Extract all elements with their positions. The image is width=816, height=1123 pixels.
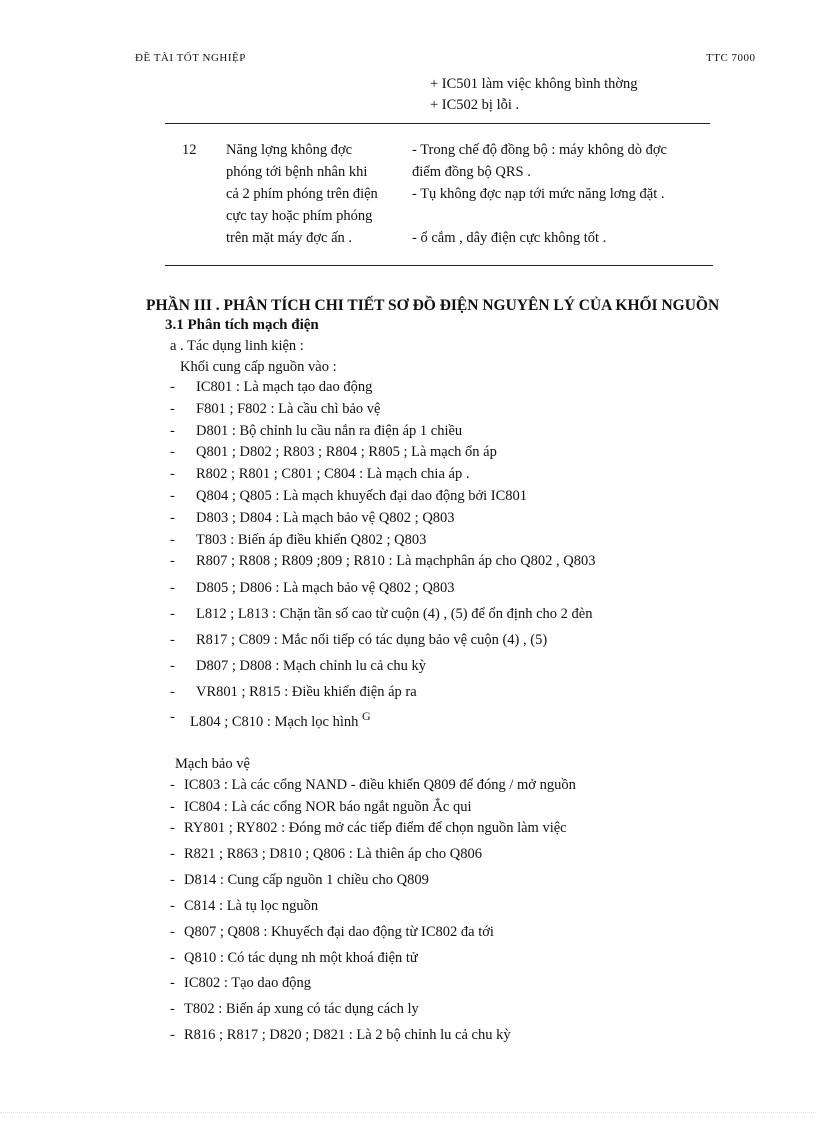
list-item: - D801 : Bộ chỉnh lu cầu nắn ra điện áp 1 chiều	[170, 423, 463, 439]
row-number: 12	[182, 142, 197, 158]
list-item: - IC802 : Tạo dao động	[170, 975, 311, 991]
symptom-line: Năng lợng không đợc	[226, 142, 353, 158]
dash: -	[170, 379, 175, 395]
dash: -	[170, 777, 175, 793]
header-left: ĐỀ TÀI TỐT NGHIỆP	[135, 52, 246, 64]
prev-cause-2: + IC502 bị lỗi .	[430, 97, 520, 113]
cause-line: điểm đồng bộ QRS .	[412, 164, 531, 180]
page-footer-line	[0, 1112, 816, 1113]
list-item: - IC801 : Là mạch tạo dao động	[170, 379, 373, 395]
dash: -	[170, 924, 175, 940]
dash: -	[170, 401, 175, 417]
protect-title: Mạch bảo vệ	[175, 756, 250, 772]
dash: -	[170, 553, 175, 569]
dash: -	[170, 658, 175, 674]
dash: -	[170, 466, 175, 482]
list-item: - L812 ; L813 : Chặn tần số cao từ cuộn (4) , (5) để ổn định cho 2 đèn	[170, 606, 593, 622]
dash: -	[170, 898, 175, 914]
dash: -	[170, 950, 175, 966]
dash: -	[170, 799, 175, 815]
list-item: - RY801 ; RY802 : Đóng mở các tiếp điểm để chọn nguồn làm việc	[170, 820, 567, 836]
input-block-title: Khối cung cấp nguồn vào :	[180, 359, 337, 375]
list-item: - R807 ; R808 ; R809 ;809 ; R810 : Là mạchphân áp cho Q802 , Q803	[170, 553, 596, 569]
symptom-line: trên mặt máy đợc ấn .	[226, 230, 353, 246]
sub-heading-a: a . Tác dụng linh kiện :	[170, 338, 304, 354]
list-item: - L804 ; C810 : Mạch lọc hình $^G$	[170, 709, 371, 730]
list-item: - Q810 : Có tác dụng nh một khoá điện tử	[170, 950, 418, 966]
cause-line: - Tụ không đợc nạp tới mức năng lơng đặt .	[412, 186, 665, 202]
list-item: - IC804 : Là các cổng NOR báo ngắt nguồn Ắc qui	[170, 799, 472, 815]
dash: -	[170, 532, 175, 548]
list-item: - C814 : Là tụ lọc nguồn	[170, 898, 319, 914]
table-rule-bottom	[165, 265, 713, 266]
dash: -	[170, 1027, 175, 1043]
cause-line: - ổ cắm , dây điện cực không tốt .	[412, 230, 607, 246]
list-item: - D805 ; D806 : Là mạch bảo vệ Q802 ; Q803	[170, 580, 455, 596]
list-item: - IC803 : Là các cổng NAND - điều khiển Q809 để đóng / mở nguồn	[170, 777, 576, 793]
list-item: - VR801 ; R815 : Điều khiển điện áp ra	[170, 684, 417, 700]
dash: -	[170, 423, 175, 439]
dash: -	[170, 872, 175, 888]
symptom-line: cực tay hoặc phím phóng	[226, 208, 373, 224]
dash: -	[170, 820, 175, 836]
dash: -	[170, 709, 175, 725]
prev-cause-1: + IC501 làm việc không bình thờng	[430, 76, 638, 92]
header-right: TTC 7000	[706, 52, 756, 64]
list-item: - F801 ; F802 : Là cầu chì bảo vệ	[170, 401, 381, 417]
dash: -	[170, 684, 175, 700]
list-item: - D803 ; D804 : Là mạch bảo vệ Q802 ; Q803	[170, 510, 455, 526]
list-item: - T803 : Biến áp điều khiển Q802 ; Q803	[170, 532, 427, 548]
dash: -	[170, 632, 175, 648]
part-title: PHẦN III . PHÂN TÍCH CHI TIẾT SƠ ĐỒ ĐIỆN NGUYÊN LÝ CỦA KHỐI NGUỒN	[146, 297, 720, 314]
symptom-line: cả 2 phím phóng trên điện	[226, 186, 378, 202]
list-item: - D814 : Cung cấp nguồn 1 chiều cho Q809	[170, 872, 429, 888]
list-item: - R802 ; R801 ; C801 ; C804 : Là mạch chia áp .	[170, 466, 470, 482]
cause-line: - Trong chế độ đồng bộ : máy không dò đợc	[412, 142, 667, 158]
list-item: - R816 ; R817 ; D820 ; D821 : Là 2 bộ chỉnh lu cả chu kỳ	[170, 1027, 511, 1043]
list-item: - Q807 ; Q808 : Khuyếch đại dao động từ IC802 đa tới	[170, 924, 494, 940]
list-item: - Q804 ; Q805 : Là mạch khuyếch đại dao động bởi IC801	[170, 488, 528, 504]
list-item: - D807 ; D808 : Mạch chỉnh lu cả chu kỳ	[170, 658, 426, 674]
list-item: - R817 ; C809 : Mắc nối tiếp có tác dụng bảo vệ cuộn (4) , (5)	[170, 632, 548, 648]
dash: -	[170, 1001, 175, 1017]
gamma-symbol: G	[361, 709, 371, 723]
dash: -	[170, 444, 175, 460]
table-rule-top	[165, 123, 710, 124]
dash: -	[170, 975, 175, 991]
dash: -	[170, 606, 175, 622]
list-item: - Q801 ; D802 ; R803 ; R804 ; R805 ; Là mạch ổn áp	[170, 444, 497, 460]
symptom-line: phóng tới bệnh nhân khi	[226, 164, 368, 180]
dash: -	[170, 510, 175, 526]
dash: -	[170, 846, 175, 862]
section-title: 3.1 Phân tích mạch điện	[165, 317, 319, 333]
dash: -	[170, 488, 175, 504]
list-item: - R821 ; R863 ; D810 ; Q806 : Là thiên áp cho Q806	[170, 846, 483, 862]
list-item: - T802 : Biến áp xung có tác dụng cách ly	[170, 1001, 419, 1017]
dash: -	[170, 580, 175, 596]
